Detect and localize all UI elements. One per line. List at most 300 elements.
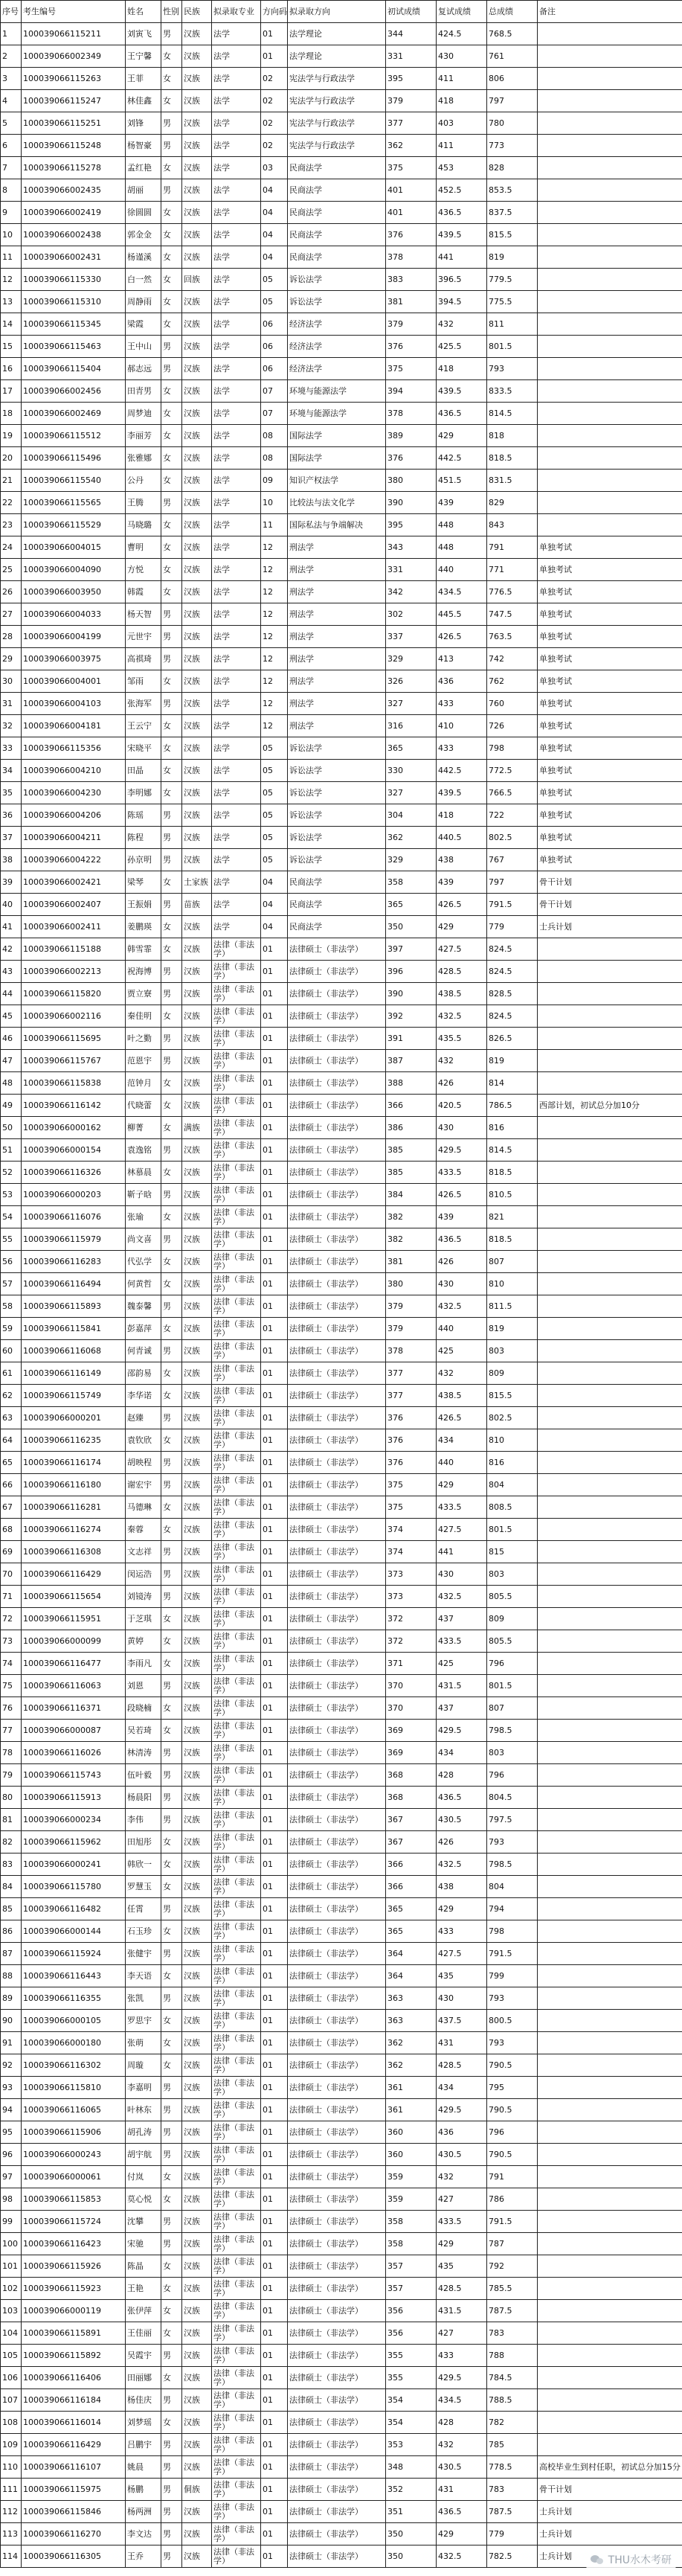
- cell-exam-id: 100039066000144: [22, 1920, 126, 1943]
- table-row: [1, 68, 682, 90]
- cell-gender: 女: [161, 1072, 182, 1095]
- cell-exam-id: 100039066115926: [22, 2255, 126, 2278]
- cell-major: 法学: [212, 313, 261, 336]
- column-header: 考生编号: [22, 1, 126, 23]
- cell-remark: [538, 336, 682, 358]
- cell-ethnicity: 汉族: [182, 1095, 212, 1117]
- cell-name: 周璇: [126, 2054, 161, 2077]
- cell-remark: [538, 1675, 682, 1697]
- cell-retest-score: 430: [437, 1273, 487, 1295]
- table-row: [1, 1318, 682, 1340]
- cell-direction-code: 01: [261, 2300, 288, 2322]
- cell-direction-code: 05: [261, 782, 288, 804]
- cell-index: 35: [1, 782, 22, 804]
- table-row: [1, 894, 682, 916]
- cell-total-score: 784.5: [487, 2367, 538, 2389]
- cell-index: 79: [1, 1764, 22, 1787]
- cell-total-score: 760: [487, 693, 538, 715]
- cell-direction: 法律硕士（非法学）: [288, 1452, 386, 1474]
- cell-exam-id: 100039066004001: [22, 670, 126, 693]
- cell-ethnicity: 汉族: [182, 1340, 212, 1362]
- cell-remark: 单独考试: [538, 760, 682, 782]
- cell-prelim-score: 365: [386, 1920, 437, 1943]
- cell-major: 法律（非法学）: [212, 1295, 261, 1318]
- cell-remark: [538, 1943, 682, 1965]
- cell-direction-code: 01: [261, 1117, 288, 1139]
- cell-exam-id: 100039066002349: [22, 45, 126, 68]
- cell-index: 11: [1, 246, 22, 269]
- cell-total-score: 801.5: [487, 1675, 538, 1697]
- cell-major: 法律（非法学）: [212, 1519, 261, 1541]
- cell-index: 112: [1, 2501, 22, 2523]
- cell-ethnicity: 汉族: [182, 1050, 212, 1072]
- cell-total-score: 806: [487, 68, 538, 90]
- cell-ethnicity: 汉族: [182, 2010, 212, 2032]
- cell-ethnicity: 汉族: [182, 2278, 212, 2300]
- cell-ethnicity: 汉族: [182, 1675, 212, 1697]
- cell-remark: [538, 1452, 682, 1474]
- cell-total-score: 818.5: [487, 447, 538, 470]
- cell-direction: 法律硕士（非法学）: [288, 2479, 386, 2501]
- cell-ethnicity: 汉族: [182, 715, 212, 737]
- cell-retest-score: 426.5: [437, 1407, 487, 1429]
- cell-total-score: 810: [487, 1429, 538, 1452]
- cell-retest-score: 429: [437, 916, 487, 938]
- cell-total-score: 824.5: [487, 961, 538, 983]
- cell-retest-score: 427: [437, 2188, 487, 2211]
- table-row: [1, 1273, 682, 1295]
- cell-direction: 环境与能源法学: [288, 403, 386, 425]
- cell-total-score: 747.5: [487, 603, 538, 626]
- cell-gender: 女: [161, 2367, 182, 2389]
- cell-retest-score: 429: [437, 2233, 487, 2255]
- cell-direction-code: 01: [261, 961, 288, 983]
- cell-index: 111: [1, 2479, 22, 2501]
- cell-major: 法学: [212, 894, 261, 916]
- cell-name: 祝海博: [126, 961, 161, 983]
- cell-remark: [538, 2322, 682, 2345]
- cell-ethnicity: 汉族: [182, 782, 212, 804]
- cell-ethnicity: 汉族: [182, 1519, 212, 1541]
- cell-retest-score: 428.5: [437, 2054, 487, 2077]
- cell-name: 王云宁: [126, 715, 161, 737]
- cell-direction: 法律硕士（非法学）: [288, 1965, 386, 1987]
- cell-index: 44: [1, 983, 22, 1005]
- cell-prelim-score: 359: [386, 2188, 437, 2211]
- cell-retest-score: 431.5: [437, 1675, 487, 1697]
- cell-name: 张瑜: [126, 1206, 161, 1228]
- cell-gender: 女: [161, 737, 182, 760]
- cell-gender: 女: [161, 2322, 182, 2345]
- cell-remark: [538, 1697, 682, 1720]
- cell-prelim-score: 392: [386, 1005, 437, 1028]
- cell-name: 马晓璐: [126, 514, 161, 536]
- cell-index: 72: [1, 1608, 22, 1630]
- cell-total-score: 791.5: [487, 1943, 538, 1965]
- cell-major: 法律（非法学）: [212, 1697, 261, 1720]
- table-row: [1, 202, 682, 224]
- cell-remark: [538, 1273, 682, 1295]
- cell-remark: 单独考试: [538, 559, 682, 581]
- table-row: [1, 1653, 682, 1675]
- cell-prelim-score: 368: [386, 1764, 437, 1787]
- cell-total-score: 796: [487, 2121, 538, 2144]
- cell-direction-code: 01: [261, 2434, 288, 2456]
- table-row: [1, 1563, 682, 1586]
- cell-major: 法学: [212, 68, 261, 90]
- cell-gender: 男: [161, 1474, 182, 1496]
- cell-gender: 男: [161, 1228, 182, 1251]
- cell-ethnicity: 汉族: [182, 1005, 212, 1028]
- cell-remark: [538, 1050, 682, 1072]
- cell-major: 法学: [212, 90, 261, 112]
- cell-major: 法律（非法学）: [212, 2211, 261, 2233]
- cell-ethnicity: 汉族: [182, 1965, 212, 1987]
- cell-direction-code: 04: [261, 916, 288, 938]
- cell-retest-score: 428: [437, 1764, 487, 1787]
- cell-total-score: 798: [487, 737, 538, 760]
- table-row: [1, 2255, 682, 2278]
- cell-exam-id: 100039066115975: [22, 2479, 126, 2501]
- cell-major: 法学: [212, 246, 261, 269]
- table-row: [1, 157, 682, 179]
- cell-remark: [538, 1117, 682, 1139]
- cell-index: 87: [1, 1943, 22, 1965]
- cell-direction: 法律硕士（非法学）: [288, 961, 386, 983]
- table-row: [1, 804, 682, 827]
- cell-remark: 士兵计划: [538, 2545, 682, 2568]
- cell-prelim-score: 391: [386, 1028, 437, 1050]
- cell-major: 法学: [212, 760, 261, 782]
- cell-remark: [538, 2054, 682, 2077]
- cell-gender: 女: [161, 581, 182, 603]
- cell-name: 柳菁: [126, 1117, 161, 1139]
- cell-major: 法律（非法学）: [212, 2054, 261, 2077]
- cell-index: 13: [1, 291, 22, 313]
- cell-direction-code: 01: [261, 1787, 288, 1809]
- cell-major: 法学: [212, 715, 261, 737]
- cell-prelim-score: 327: [386, 693, 437, 715]
- cell-remark: [538, 1742, 682, 1764]
- table-row: [1, 1608, 682, 1630]
- cell-retest-score: 451.5: [437, 470, 487, 492]
- table-row: [1, 1072, 682, 1095]
- cell-gender: 男: [161, 2501, 182, 2523]
- table-row: [1, 2434, 682, 2456]
- cell-retest-score: 440: [437, 1452, 487, 1474]
- cell-remark: [538, 135, 682, 157]
- cell-index: 28: [1, 626, 22, 648]
- cell-total-score: 787.5: [487, 2300, 538, 2322]
- cell-remark: [538, 425, 682, 447]
- cell-index: 94: [1, 2099, 22, 2121]
- cell-direction: 法律硕士（非法学）: [288, 1608, 386, 1630]
- cell-name: 张海军: [126, 693, 161, 715]
- cell-exam-id: 100039066116274: [22, 1519, 126, 1541]
- cell-retest-score: 418: [437, 90, 487, 112]
- cell-gender: 男: [161, 1809, 182, 1831]
- cell-remark: [538, 23, 682, 45]
- cell-direction: 法律硕士（非法学）: [288, 2054, 386, 2077]
- cell-exam-id: 100039066116281: [22, 1496, 126, 1519]
- cell-major: 法律（非法学）: [212, 1206, 261, 1228]
- cell-direction: 法律硕士（非法学）: [288, 1340, 386, 1362]
- cell-major: 法律（非法学）: [212, 2300, 261, 2322]
- cell-exam-id: 100039066004230: [22, 782, 126, 804]
- cell-direction-code: 01: [261, 2255, 288, 2278]
- table-row: [1, 1987, 682, 2010]
- column-header: 初试成绩: [386, 1, 437, 23]
- cell-ethnicity: 汉族: [182, 2367, 212, 2389]
- cell-ethnicity: 汉族: [182, 2099, 212, 2121]
- cell-direction-code: 01: [261, 1831, 288, 1853]
- cell-exam-id: 100039066116371: [22, 1697, 126, 1720]
- cell-ethnicity: 汉族: [182, 804, 212, 827]
- table-row: [1, 2545, 682, 2568]
- cell-prelim-score: 386: [386, 1117, 437, 1139]
- cell-total-score: 793: [487, 1831, 538, 1853]
- cell-exam-id: 100039066115248: [22, 135, 126, 157]
- cell-name: 杨晨阳: [126, 1787, 161, 1809]
- cell-retest-score: 429.5: [437, 2367, 487, 2389]
- cell-direction-code: 01: [261, 1005, 288, 1028]
- cell-total-score: 798: [487, 1920, 538, 1943]
- cell-name: 王宁馨: [126, 45, 161, 68]
- cell-direction: 法律硕士（非法学）: [288, 938, 386, 961]
- cell-ethnicity: 汉族: [182, 670, 212, 693]
- cell-gender: 女: [161, 45, 182, 68]
- cell-major: 法学: [212, 202, 261, 224]
- cell-direction-code: 01: [261, 1072, 288, 1095]
- cell-direction-code: 01: [261, 2456, 288, 2479]
- table-row: [1, 715, 682, 737]
- cell-index: 24: [1, 536, 22, 559]
- cell-major: 法律（非法学）: [212, 2389, 261, 2412]
- cell-remark: [538, 1340, 682, 1362]
- table-row: [1, 269, 682, 291]
- cell-retest-score: 430: [437, 1563, 487, 1586]
- cell-gender: 女: [161, 90, 182, 112]
- cell-exam-id: 100039066000087: [22, 1720, 126, 1742]
- cell-major: 法学: [212, 581, 261, 603]
- cell-ethnicity: 汉族: [182, 2032, 212, 2054]
- table-header-row: [1, 1, 682, 23]
- cell-ethnicity: 汉族: [182, 1653, 212, 1675]
- cell-name: 闵运浩: [126, 1563, 161, 1586]
- cell-remark: 单独考试: [538, 670, 682, 693]
- cell-direction: 宪法学与行政法学: [288, 135, 386, 157]
- cell-retest-score: 442.5: [437, 447, 487, 470]
- cell-direction: 法律硕士（非法学）: [288, 1764, 386, 1787]
- cell-ethnicity: 回族: [182, 269, 212, 291]
- cell-direction: 法律硕士（非法学）: [288, 1943, 386, 1965]
- cell-direction: 法律硕士（非法学）: [288, 983, 386, 1005]
- cell-name: 孟红艳: [126, 157, 161, 179]
- table-row: [1, 1251, 682, 1273]
- cell-major: 法学: [212, 492, 261, 514]
- cell-exam-id: 100039066115979: [22, 1228, 126, 1251]
- table-row: [1, 1720, 682, 1742]
- cell-direction-code: 04: [261, 246, 288, 269]
- cell-name: 王中山: [126, 336, 161, 358]
- cell-direction-code: 01: [261, 2010, 288, 2032]
- cell-retest-score: 436.5: [437, 403, 487, 425]
- cell-direction: 法律硕士（非法学）: [288, 1563, 386, 1586]
- cell-direction: 法律硕士（非法学）: [288, 2255, 386, 2278]
- table-row: [1, 2121, 682, 2144]
- column-header: 总成绩: [487, 1, 538, 23]
- cell-index: 57: [1, 1273, 22, 1295]
- cell-ethnicity: 满族: [182, 1117, 212, 1139]
- cell-direction: 法律硕士（非法学）: [288, 1385, 386, 1407]
- cell-name: 叶林东: [126, 2099, 161, 2121]
- cell-retest-score: 434.5: [437, 581, 487, 603]
- table-row: [1, 1340, 682, 1362]
- cell-prelim-score: 373: [386, 1563, 437, 1586]
- cell-ethnicity: 汉族: [182, 603, 212, 626]
- cell-total-score: 788: [487, 2345, 538, 2367]
- cell-total-score: 793: [487, 2032, 538, 2054]
- cell-gender: 女: [161, 1831, 182, 1853]
- cell-ethnicity: 汉族: [182, 2456, 212, 2479]
- cell-remark: [538, 2278, 682, 2300]
- cell-gender: 男: [161, 1675, 182, 1697]
- cell-exam-id: 100039066002411: [22, 916, 126, 938]
- cell-name: 莫心悦: [126, 2188, 161, 2211]
- cell-gender: 女: [161, 760, 182, 782]
- cell-ethnicity: 汉族: [182, 2166, 212, 2188]
- table-row: [1, 2211, 682, 2233]
- cell-direction-code: 01: [261, 1608, 288, 1630]
- cell-direction: 法律硕士（非法学）: [288, 1318, 386, 1340]
- cell-total-score: 785.5: [487, 2278, 538, 2300]
- cell-direction: 法律硕士（非法学）: [288, 1206, 386, 1228]
- cell-major: 法律（非法学）: [212, 1541, 261, 1563]
- cell-retest-score: 441: [437, 246, 487, 269]
- table-row: [1, 492, 682, 514]
- cell-gender: 男: [161, 1139, 182, 1162]
- cell-name: 李文达: [126, 2523, 161, 2545]
- cell-index: 88: [1, 1965, 22, 1987]
- cell-exam-id: 100039066116076: [22, 1206, 126, 1228]
- cell-gender: 男: [161, 2077, 182, 2099]
- cell-gender: 女: [161, 1519, 182, 1541]
- cell-retest-score: 434: [437, 2077, 487, 2099]
- cell-prelim-score: 376: [386, 447, 437, 470]
- cell-direction: 法律硕士（非法学）: [288, 1050, 386, 1072]
- cell-prelim-score: 390: [386, 492, 437, 514]
- cell-retest-score: 411: [437, 68, 487, 90]
- cell-total-score: 742: [487, 648, 538, 670]
- cell-gender: 女: [161, 514, 182, 536]
- cell-direction: 经济法学: [288, 313, 386, 336]
- table-row: [1, 603, 682, 626]
- cell-direction: 法律硕士（非法学）: [288, 1920, 386, 1943]
- cell-direction: 法律硕士（非法学）: [288, 1474, 386, 1496]
- cell-prelim-score: 304: [386, 804, 437, 827]
- cell-direction: 法律硕士（非法学）: [288, 2501, 386, 2523]
- cell-exam-id: 100039066115654: [22, 1586, 126, 1608]
- cell-direction: 民商法学: [288, 894, 386, 916]
- cell-direction-code: 01: [261, 2322, 288, 2345]
- table-row: [1, 2233, 682, 2255]
- cell-name: 刘镜涛: [126, 1586, 161, 1608]
- cell-major: 法律（非法学）: [212, 1452, 261, 1474]
- cell-name: 方悦: [126, 559, 161, 581]
- table-row: [1, 2389, 682, 2412]
- cell-total-score: 786: [487, 2188, 538, 2211]
- table-row: [1, 1496, 682, 1519]
- cell-name: 伍叶毅: [126, 1764, 161, 1787]
- cell-direction-code: 01: [261, 1697, 288, 1720]
- cell-direction-code: 01: [261, 1630, 288, 1653]
- table-row: [1, 1586, 682, 1608]
- table-row: [1, 1095, 682, 1117]
- cell-direction-code: 04: [261, 894, 288, 916]
- cell-gender: 女: [161, 1005, 182, 1028]
- cell-gender: 男: [161, 603, 182, 626]
- cell-ethnicity: 汉族: [182, 1943, 212, 1965]
- cell-prelim-score: 361: [386, 2099, 437, 2121]
- cell-total-score: 829: [487, 492, 538, 514]
- cell-prelim-score: 343: [386, 536, 437, 559]
- cell-gender: 女: [161, 938, 182, 961]
- cell-total-score: 722: [487, 804, 538, 827]
- cell-direction: 法律硕士（非法学）: [288, 1675, 386, 1697]
- cell-index: 5: [1, 112, 22, 135]
- cell-major: 法律（非法学）: [212, 2412, 261, 2434]
- cell-remark: 单独考试: [538, 648, 682, 670]
- cell-ethnicity: 汉族: [182, 23, 212, 45]
- cell-gender: 男: [161, 626, 182, 648]
- cell-retest-score: 426: [437, 1831, 487, 1853]
- cell-direction-code: 01: [261, 1474, 288, 1496]
- cell-exam-id: 100039066116423: [22, 2233, 126, 2255]
- cell-exam-id: 100039066116142: [22, 1095, 126, 1117]
- cell-gender: 女: [161, 1385, 182, 1407]
- cell-index: 113: [1, 2523, 22, 2545]
- cell-index: 78: [1, 1742, 22, 1764]
- column-header: 姓名: [126, 1, 161, 23]
- cell-retest-score: 429: [437, 2523, 487, 2545]
- cell-exam-id: 100039066002431: [22, 246, 126, 269]
- cell-index: 110: [1, 2456, 22, 2479]
- cell-total-score: 802.5: [487, 1407, 538, 1429]
- cell-gender: 女: [161, 1362, 182, 1385]
- cell-total-score: 791.5: [487, 894, 538, 916]
- cell-total-score: 787: [487, 2233, 538, 2255]
- cell-direction-code: 01: [261, 1675, 288, 1697]
- cell-major: 法律（非法学）: [212, 1764, 261, 1787]
- table-row: [1, 1362, 682, 1385]
- cell-direction: 法律硕士（非法学）: [288, 2367, 386, 2389]
- cell-index: 59: [1, 1318, 22, 1340]
- cell-major: 法律（非法学）: [212, 1675, 261, 1697]
- cell-retest-score: 438.5: [437, 1385, 487, 1407]
- cell-gender: 女: [161, 1965, 182, 1987]
- cell-direction: 法律硕士（非法学）: [288, 2434, 386, 2456]
- cell-direction-code: 01: [261, 1943, 288, 1965]
- cell-direction-code: 02: [261, 90, 288, 112]
- cell-direction-code: 01: [261, 1653, 288, 1675]
- cell-prelim-score: 365: [386, 894, 437, 916]
- cell-direction: 法律硕士（非法学）: [288, 2412, 386, 2434]
- cell-major: 法律（非法学）: [212, 1474, 261, 1496]
- cell-name: 于芝琪: [126, 1608, 161, 1630]
- cell-name: 何青诚: [126, 1340, 161, 1362]
- cell-remark: [538, 1407, 682, 1429]
- column-header: 序号: [1, 1, 22, 23]
